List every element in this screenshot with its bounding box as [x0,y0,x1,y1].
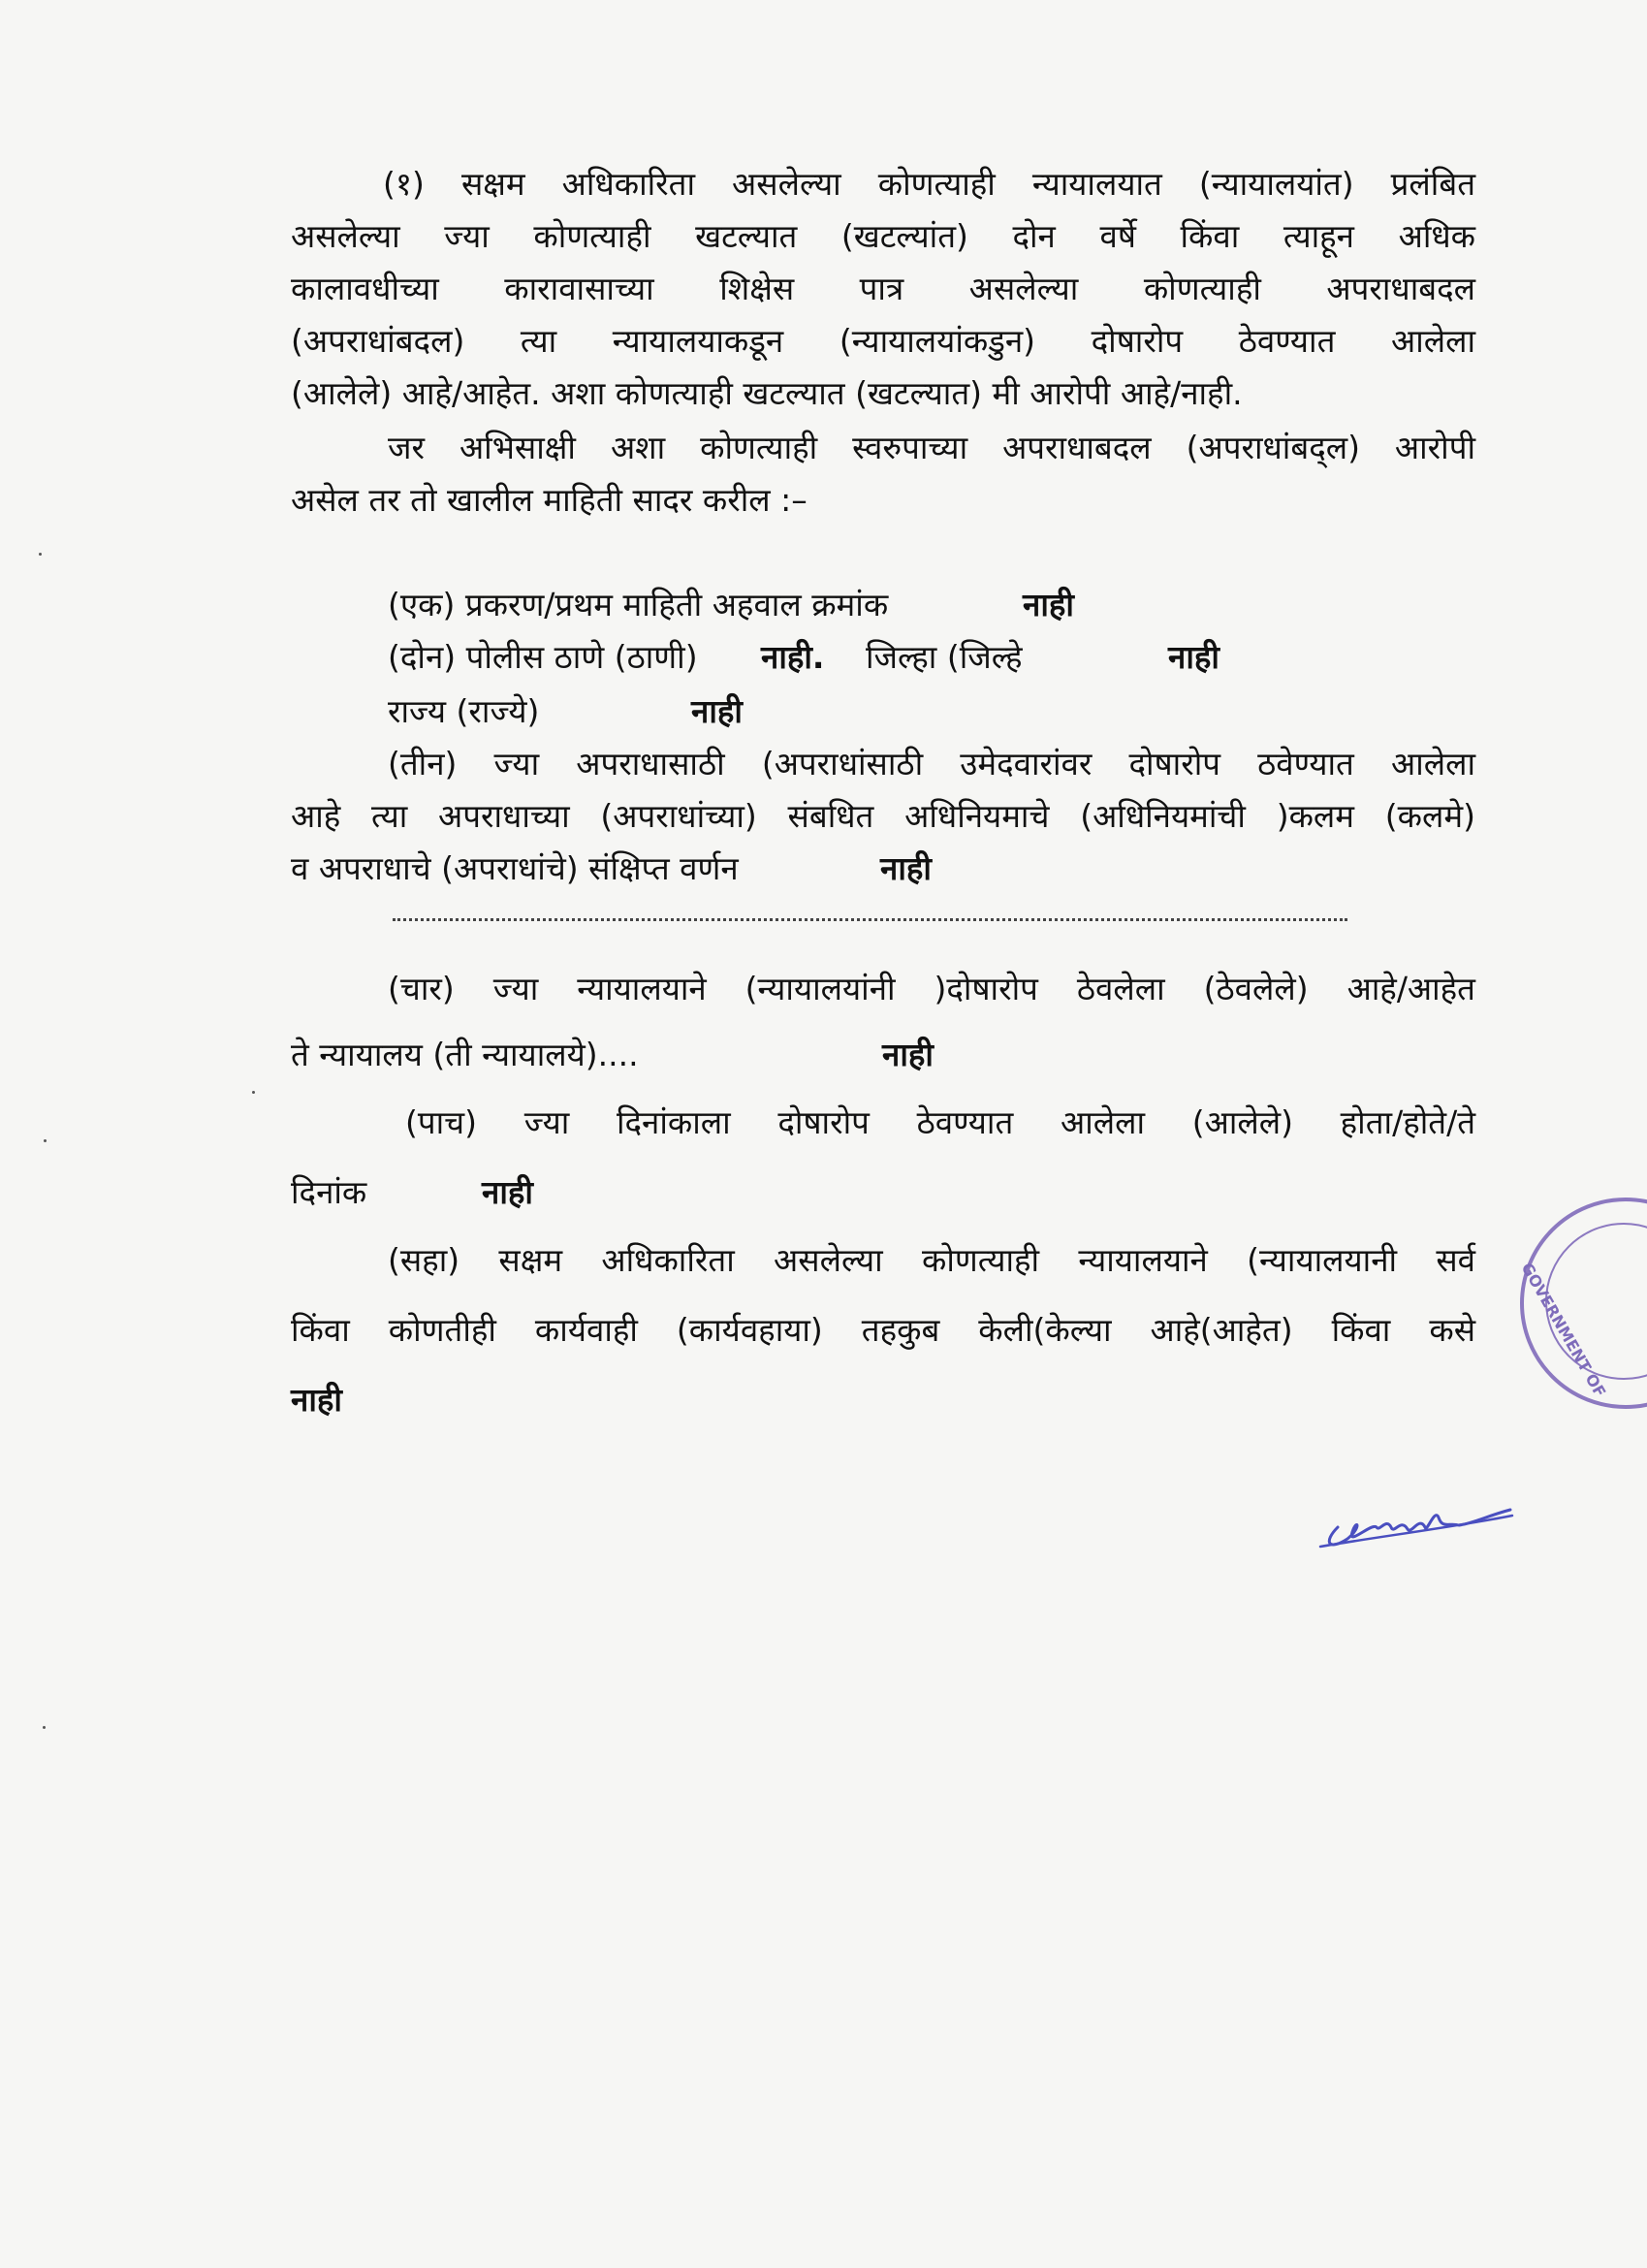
para3-line3: व अपराधाचे (अपराधांचे) संक्षिप्त वर्णन [291,849,739,887]
state-label: राज्य (राज्ये) [388,692,540,730]
para1-line5: (आलेले) आहे/आहेत. अशा कोणत्याही खटल्यात (खटल्यात) मी आरोपी आहे/नाही. [291,374,1243,412]
signature [1318,1488,1541,1556]
para4-line1: (चार) ज्या न्यायालयाने (न्यायालयांनी )दोषारोप ठेवलेला (ठेवलेले) आहे/आहेत [388,970,1475,1007]
para2-line1: जर अभिसाक्षी अशा कोणत्याही स्वरुपाच्या अपराधाबदल (अपराधांबद्ल) आरोपी [388,429,1475,466]
para5-answer: नाही [482,1173,533,1211]
district-answer: नाही [1168,638,1219,676]
seal-text: GOVERNMENT OF [1517,1260,1610,1401]
para1-line3: कालावधीच्या कारावासाच्या शिक्षेस पात्र असलेल्या कोणत्याही अपराधाबदल [291,270,1475,307]
para5-line1: (पाच) ज्या दिनांकाला दोषारोप ठेवण्यात आलेला (आलेले) होता/होते/ते [405,1103,1475,1141]
scan-speck [39,553,42,556]
scan-speck [44,1139,47,1142]
para2-line2: असेल तर तो खालील माहिती सादर करील :– [291,481,808,519]
government-seal [1517,1198,1647,1409]
para3-line2: आहे त्या अपराधाच्या (अपराधांच्या) संबधित अधिनियमाचे (अधिनियमांची )कलम (कलमे) [291,797,1475,835]
item-ek-label: (एक) प्रकरण/प्रथम माहिती अहवाल क्रमांक [388,586,889,623]
para1-line2: असलेल्या ज्या कोणत्याही खटल्यात (खटल्यांत) दोन वर्षे किंवा त्याहून अधिक [291,217,1475,255]
para3-answer: नाही [880,849,932,887]
item-don-answer: नाही. [761,638,825,676]
para4-line2: ते न्यायालय (ती न्यायालये).... [291,1036,639,1073]
item-ek-answer: नाही [1023,586,1074,623]
scan-speck [252,1091,255,1094]
para1-line4: (अपराधांबदल) त्या न्यायालयाकडून (न्यायालयांकडुन) दोषारोप ठेवण्यात आलेला [291,322,1475,360]
para6-line1: (सहा) सक्षम अधिकारिता असलेल्या कोणत्याही न्यायालयाने (न्यायालयानी सर्व [388,1241,1475,1279]
scan-speck [43,1726,46,1729]
state-answer: नाही [691,692,743,730]
para3-line1: (तीन) ज्या अपराधासाठी (अपराधांसाठी उमेदवारांवर दोषारोप ठवेण्यात आलेला [388,745,1475,783]
para1-line1: (१) सक्षम अधिकारिता असलेल्या कोणत्याही न्यायालयात (न्यायालयांत) प्रलंबित [383,165,1475,203]
dotted-line [393,918,1347,921]
district-label: जिल्हा (जिल्हे [866,638,1023,676]
item-don-label: (दोन) पोलीस ठाणे (ठाणी) [388,638,698,676]
para4-answer: नाही [882,1036,934,1073]
para6-answer: नाही [291,1381,342,1419]
para5-line2: दिनांक [291,1173,367,1211]
para6-line2: किंवा कोणतीही कार्यवाही (कार्यवहाया) तहकुब केली(केल्या आहे(आहेत) किंवा कसे [291,1311,1475,1349]
